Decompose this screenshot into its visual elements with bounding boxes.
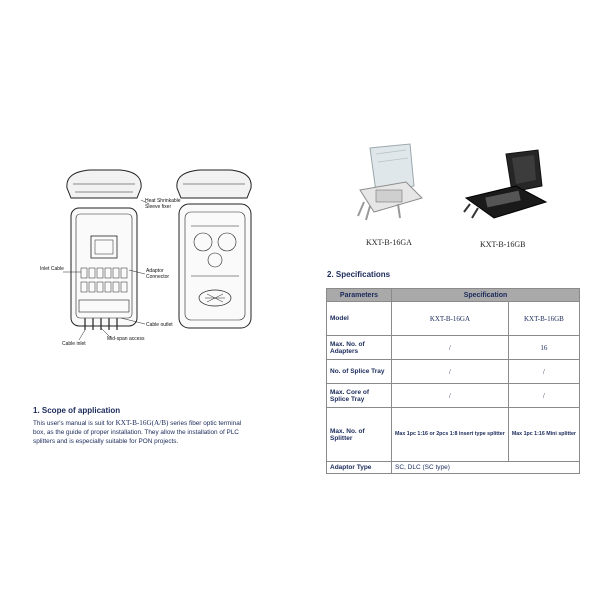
- scope-model: KXT-B-16G(A/B): [115, 419, 169, 427]
- row-label-core: Max. Core of Splice Tray: [327, 384, 392, 408]
- photo-caption-b: KXT-B-16GB: [480, 240, 526, 249]
- table-row: [327, 408, 580, 462]
- adapters-b: 16: [508, 336, 579, 360]
- row-label-model: Model: [327, 302, 392, 336]
- photo-caption-a: KXT-B-16GA: [366, 238, 412, 247]
- specifications-table: [326, 288, 580, 474]
- scope-line2: box, as the guide of proper installation. They allow the installation of PLC: [33, 429, 239, 436]
- splitter-a: Max 1pc 1:16 or 2pcs 1:8 insert type splitter: [392, 408, 509, 462]
- splice-tray-a: /: [392, 360, 509, 384]
- scope-heading: 1. Scope of application: [33, 406, 121, 415]
- adaptor-type-value: SC, DLC (SC type): [392, 462, 580, 474]
- scope-paragraph: [33, 419, 323, 446]
- header-specification: Specification: [392, 289, 580, 302]
- splitter-b: Max 1pc 1:16 Mini splitter: [508, 408, 579, 462]
- callout-adaptor-connector: Adaptor Connector: [146, 268, 170, 280]
- header-parameters: Parameters: [327, 289, 392, 302]
- callout-mid-span-access: Mid-span access: [107, 336, 145, 342]
- table-row: [327, 384, 580, 408]
- table-header-row: [327, 289, 580, 302]
- splice-tray-b: /: [508, 360, 579, 384]
- table-row: [327, 336, 580, 360]
- row-label-splitter: Max. No. of Splitter: [327, 408, 392, 462]
- row-label-adaptor-type: Adaptor Type: [327, 462, 392, 474]
- scope-line3: splitters and is especially suitable for PON projects.: [33, 438, 179, 445]
- scope-line1-post: series fiber optic terminal: [168, 420, 242, 427]
- model-b: KXT-B-16GB: [508, 302, 579, 336]
- table-row: [327, 462, 580, 474]
- row-label-splice-tray: No. of Splice Tray: [327, 360, 392, 384]
- row-label-adapters: Max. No. of Adapters: [327, 336, 392, 360]
- table-row: [327, 360, 580, 384]
- product-photo-kxt-b-16gb: [460, 146, 556, 228]
- model-a: KXT-B-16GA: [392, 302, 509, 336]
- callout-heat-shrinkable: Heat Shrinkable Sleeve fixer: [145, 198, 181, 210]
- callout-cable-inlet: Cable inlet: [62, 341, 86, 347]
- product-photo-kxt-b-16ga: [348, 140, 438, 232]
- core-b: /: [508, 384, 579, 408]
- adapters-a: /: [392, 336, 509, 360]
- callout-cable-outlet: Cable outlet: [146, 322, 173, 328]
- core-a: /: [392, 384, 509, 408]
- scope-line1-pre: This user's manual is suit for: [33, 420, 116, 427]
- callout-inlet-cable: Inlet Cable: [40, 266, 64, 272]
- specifications-heading: 2. Specifications: [327, 270, 391, 279]
- table-row: [327, 302, 580, 336]
